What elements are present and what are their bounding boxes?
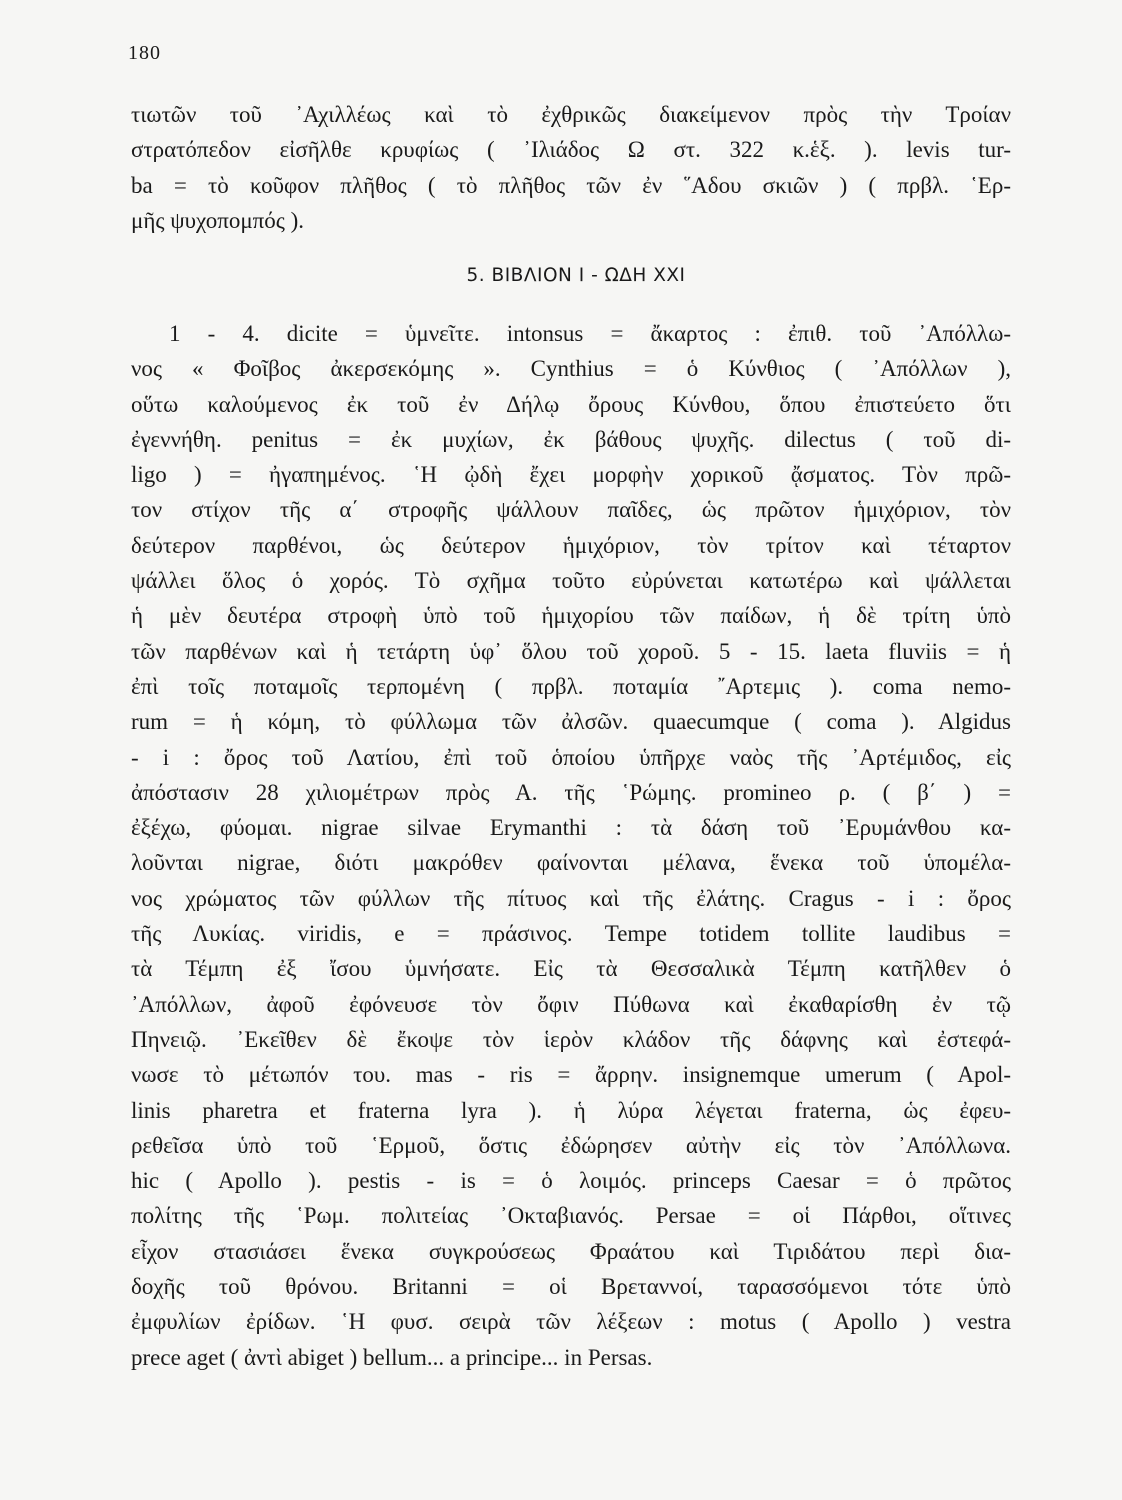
text-line: δοχῆς τοῦ θρόνου. Britanni = οἱ Βρεταννοί, ταρασσόμενοι τότε ὑπὸ	[131, 1274, 1011, 1300]
text-line: νωσε τὸ μέτωπόν του. mas - ris = ἄρρην. insignemque umerum ( Apol-	[131, 1062, 1011, 1088]
text-line: ᾿Απόλλων, ἀφοῦ ἐφόνευσε τὸν ὄφιν Πύθωνα καὶ ἐκαθαρίσθη ἐν τῷ	[131, 991, 1011, 1017]
text-line: - i : ὄρος τοῦ Λατίου, ἐπὶ τοῦ ὁποίου ὑπῆρχε ναὸς τῆς ᾿Αρτέμιδος, εἰς	[131, 744, 1011, 770]
text-line: τον στίχον τῆς α΄ στροφῆς ψάλλουν παῖδες, ὡς πρῶτον ἡμιχόριον, τὸν	[131, 497, 1011, 523]
intro-paragraph	[131, 97, 1011, 238]
text-line: ἐμφυλίων ἐρίδων. ῾Η φυσ. σειρὰ τῶν λέξεων : motus ( Apollo ) vestra	[131, 1309, 1011, 1335]
text-line: τῶν παρθένων καὶ ἡ τετάρτη ὑφ᾿ ὅλου τοῦ χοροῦ. 5 - 15. laeta fluviis = ἡ	[131, 638, 1011, 664]
section-heading: 5. ΒΙΒΛΙΟΝ Ι - ΩΔΗ XXI	[466, 265, 686, 286]
text-line: τιωτῶν τοῦ ᾿Αχιλλέως καὶ τὸ ἐχθρικῶς διακείμενον πρὸς τὴν Τροίαν	[131, 102, 1011, 127]
text-line: δεύτερον παρθένοι, ὡς δεύτερον ἡμιχόριον, τὸν τρίτον καὶ τέταρτον	[131, 532, 1011, 558]
text-line: νος χρώματος τῶν φύλλων τῆς πίτυος καὶ τῆς ἐλάτης. Cragus - i : ὄρος	[131, 885, 1011, 911]
text-line: ἐξέχω, φύομαι. nigrae silvae Erymanthi : τὰ δάση τοῦ ᾿Ερυμάνθου κα-	[131, 815, 1011, 841]
text-line: 1 - 4. dicite = ὑμνεῖτε. intonsus = ἄκαρτος : ἐπιθ. τοῦ ᾿Απόλλω-	[169, 321, 1011, 346]
text-line: ligo ) = ἠγαπημένος. ῾Η ᾠδὴ ἔχει μορφὴν χορικοῦ ᾄσματος. Τὸν πρῶ-	[131, 462, 1011, 488]
page-number: 180	[128, 42, 161, 64]
text-line: στρατόπεδον εἰσῆλθε κρυφίως ( ᾿Ιλιάδος Ω στ. 322 κ.ἑξ. ). levis tur-	[131, 137, 1011, 163]
text-line: νος « Φοῖβος ἀκερσεκόμης ». Cynthius = ὁ Κύνθιος ( ᾿Απόλλων ),	[131, 356, 1011, 382]
text-line: εἶχον στασιάσει ἕνεκα συγκρούσεως Φραάτου καὶ Τιριδάτου περὶ δια-	[131, 1238, 1011, 1264]
text-line: μῆς ψυχοπομπός ).	[131, 207, 305, 233]
text-line: ρεθεῖσα ὑπὸ τοῦ ῾Ερμοῦ, ὅστις ἐδώρησεν αὐτὴν εἰς τὸν ᾿Απόλλωνα.	[131, 1132, 1011, 1158]
text-line: prece aget ( ἀντὶ abiget ) bellum... a principe... in Persas.	[131, 1344, 653, 1370]
text-line: linis pharetra et fraterna lyra ). ἡ λύρα λέγεται fraterna, ὡς ἐφευ-	[131, 1097, 1011, 1123]
text-line: πολίτης τῆς ῾Ρωμ. πολιτείας ᾿Οκταβιανός. Persae = οἱ Πάρθοι, οἵτινες	[131, 1203, 1011, 1229]
text-line: ba = τὸ κοῦφον πλῆθος ( τὸ πλῆθος τῶν ἐν ῞Αδου σκιῶν ) ( πρβλ. ῾Ερ-	[131, 172, 1011, 198]
text-line: ἐπὶ τοῖς ποταμοῖς τερπομένη ( πρβλ. ποταμία ῎Αρτεμις ). coma nemo-	[131, 673, 1011, 699]
text-line: ἐγεννήθη. penitus = ἐκ μυχίων, ἐκ βάθους ψυχῆς. dilectus ( τοῦ di-	[131, 426, 1011, 452]
text-line: hic ( Apollo ). pestis - is = ὁ λοιμός. princeps Caesar = ὁ πρῶτος	[131, 1168, 1011, 1194]
text-line: τὰ Τέμπη ἐξ ἴσου ὑμνήσατε. Εἰς τὰ Θεσσαλικὰ Τέμπη κατῆλθεν ὁ	[131, 956, 1011, 982]
text-line: ψάλλει ὅλος ὁ χορός. Τὸ σχῆμα τοῦτο εὐρύνεται κατωτέρω καὶ ψάλλεται	[131, 568, 1011, 594]
text-line: λοῦνται nigrae, διότι μακρόθεν φαίνονται μέλανα, ἕνεκα τοῦ ὑπομέλα-	[131, 850, 1011, 876]
text-line: Πηνειῷ. ᾿Εκεῖθεν δὲ ἔκοψε τὸν ἱερὸν κλάδον τῆς δάφνης καὶ ἐστεφά-	[131, 1026, 1011, 1052]
text-line: ἡ μὲν δευτέρα στροφὴ ὑπὸ τοῦ ἡμιχορίου τῶν παίδων, ἡ δὲ τρίτη ὑπὸ	[131, 603, 1011, 629]
commentary-paragraph	[131, 316, 1011, 1375]
text-line: οὕτω καλούμενος ἐκ τοῦ ἐν Δήλῳ ὄρους Κύνθου, ὅπου ἐπιστεύετο ὅτι	[131, 391, 1011, 417]
text-line: ἀπόστασιν 28 χιλιομέτρων πρὸς Α. τῆς ῾Ρώμης. promineo ρ. ( β΄ ) =	[131, 779, 1011, 805]
text-line: τῆς Λυκίας. viridis, e = πράσινος. Tempe totidem tollite laudibus =	[131, 921, 1011, 947]
text-line: rum = ἡ κόμη, τὸ φύλλωμα τῶν ἀλσῶν. quaecumque ( coma ). Algidus	[131, 709, 1011, 735]
